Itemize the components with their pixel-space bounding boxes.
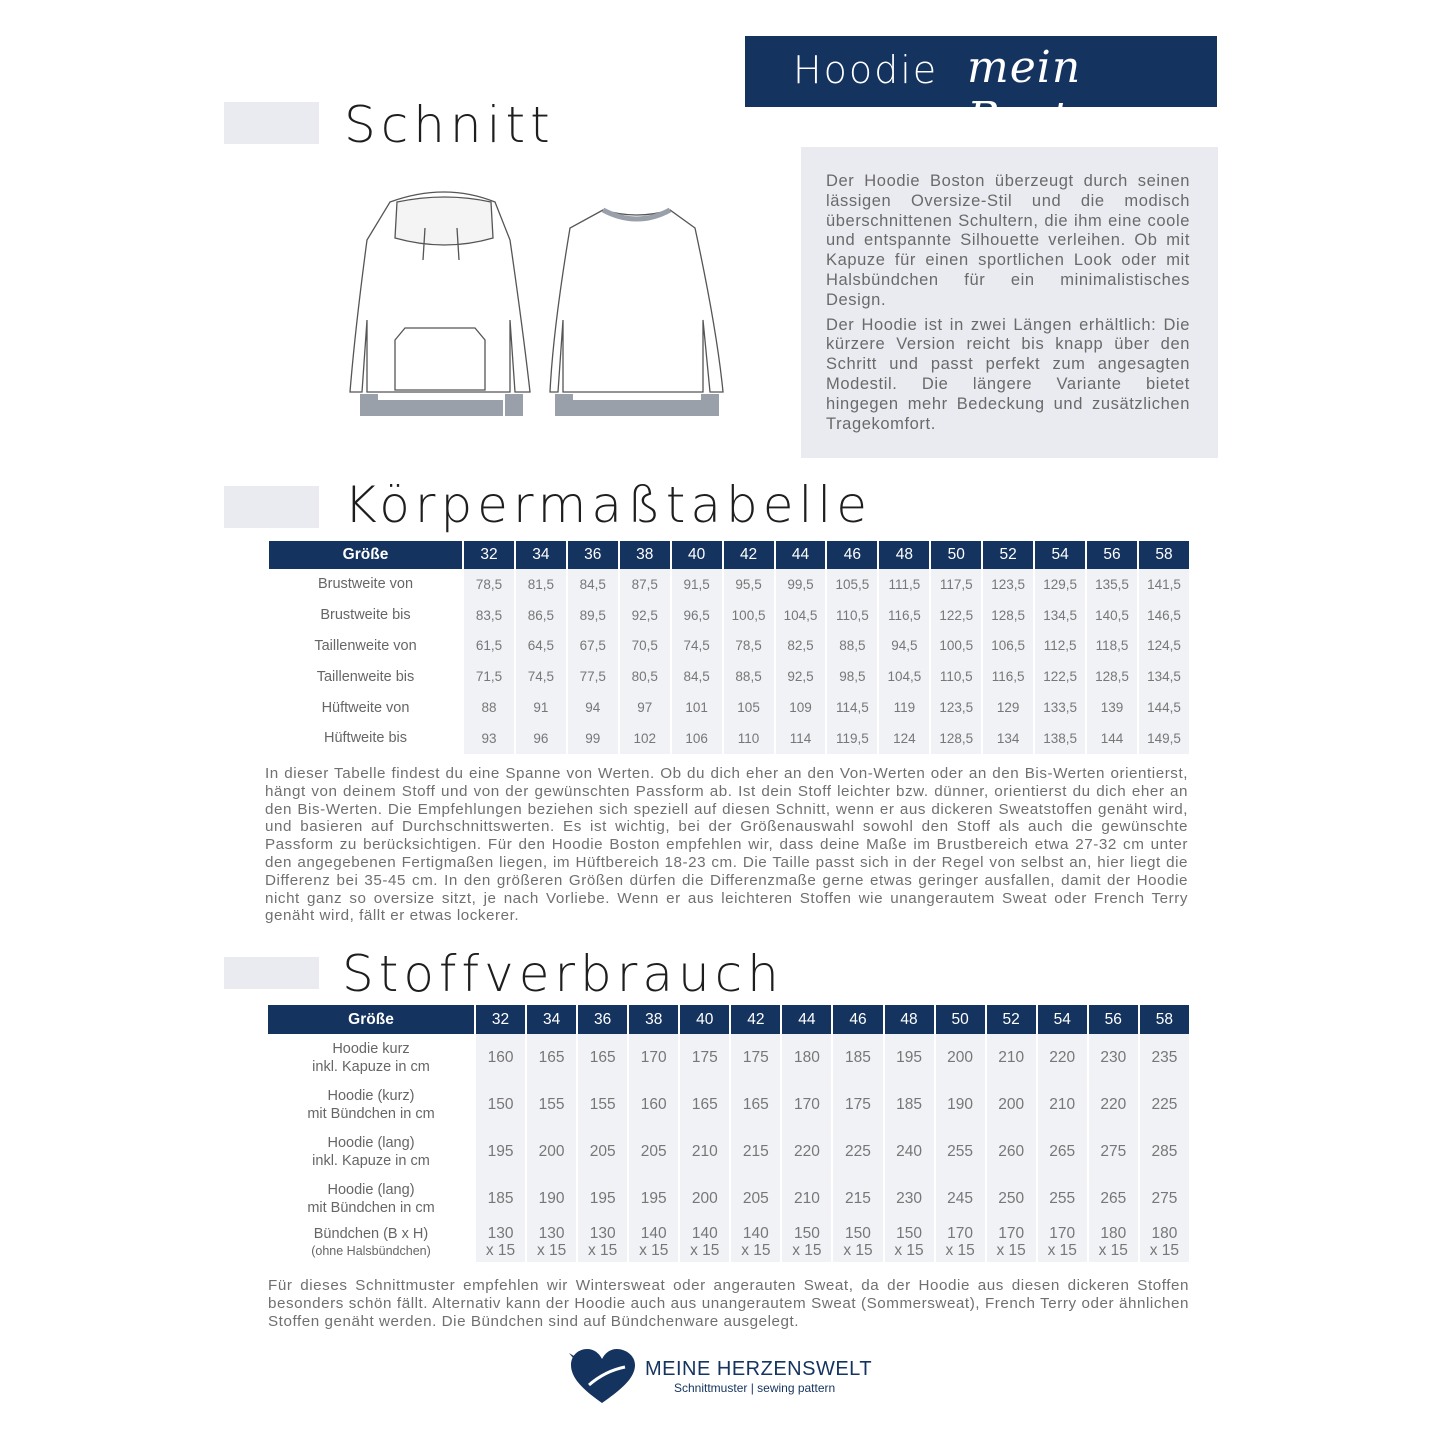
body-table-note: In dieser Tabelle findest du eine Spanne von Werten. Ob du dich eher an den Von-Werten oder an den Bis-Werten orientierst, hängt von deinem Stoff und von der gewünschten Passform ab. Ist dein Stoff leichter bzw. dünner, orientierst du dich eher an den Bis-Werten. Die Empfehlungen beziehen sich speziell auf diesen Schnitt, wenn er aus dickeren Sweatstoffen genäht wird, und basieren auf Durchschnittswerten. Es ist wichtig, bei der Größenauswahl sowohl den Stoff als auch die gewünschte Passform zu berücksichtigen. Für den Hoodie Boston empfehlen wir, dass deine Maße im Brustbereich etwa 27-32 cm unter den angegebenen Fertigmaßen liegen, im Hüftbereich 18-23 cm. Die Taille passt sich in der Regel von selbst an, hier liegt die Differenz bei 35-45 cm. In den größeren Größen dürfen die Differenzmaße gerne etwas geringer ausfallen, damit der Hoodie nicht ganz so oversize sitzt, je nach Vorliebe. Wenn er aus leichteren Stoffen wie unangerautem Sweat oder French Terry genäht wird, fällt er etwas lockerer. [265, 765, 1188, 925]
table-cell: 128,5 [1085, 661, 1137, 692]
table-cell: 155 [525, 1081, 576, 1128]
table-cell: 195 [627, 1175, 678, 1222]
table-cell: 149,5 [1137, 723, 1189, 754]
header-size: 56 [1087, 1005, 1138, 1034]
table-cell: 118,5 [1085, 631, 1137, 662]
table-cell: 170 [627, 1034, 678, 1081]
table-header-row [268, 1005, 1189, 1034]
header-size: 44 [774, 541, 826, 569]
description-paragraph-1: Der Hoodie Boston überzeugt durch seinen lässigen Oversize-Stil und die modisch überschnittenen Schultern, die ihm eine coole und entspannte Silhouette verleihen. Ob mit Kapuze für einen sportlichen Look oder mit Halsbündchen für ein minimalistisches Design. [826, 172, 1190, 309]
table-row [268, 1128, 1189, 1175]
header-size: 58 [1137, 541, 1189, 569]
table-cell: 117,5 [929, 569, 981, 600]
table-cell [1138, 1222, 1189, 1262]
table-cell: 104,5 [774, 600, 826, 631]
table-cell: 74,5 [670, 631, 722, 662]
cuff-width: 140 [640, 1225, 667, 1242]
table-cell [729, 1222, 780, 1262]
table-cell: 265 [1087, 1175, 1138, 1222]
header-size: 46 [825, 541, 877, 569]
table-cell: 150 [474, 1081, 525, 1128]
row-label-line-2: inkl. Kapuze in cm [312, 1058, 430, 1075]
table-cell: 92,5 [618, 600, 670, 631]
header-size: 36 [576, 1005, 627, 1034]
table-cell: 165 [678, 1081, 729, 1128]
row-label-line-1: Bündchen (B x H) [313, 1226, 429, 1242]
cuff-width: 130 [487, 1225, 514, 1242]
table-cell: 139 [1085, 692, 1137, 723]
table-cell: 210 [678, 1128, 729, 1175]
section-accent-bar [224, 486, 319, 528]
table-cell: 175 [831, 1081, 882, 1128]
table-cell: 170 [780, 1081, 831, 1128]
description-paragraph-2: Der Hoodie ist in zwei Längen erhältlich: Die kürzere Version reicht bis knapp über den Schritt und passt perfekt zum angesagten Modestil. Die längere Variante bietet hingegen mehr Bedeckung und zusätzlichen Tragekomfort. [826, 315, 1190, 433]
table-cell: 144 [1085, 723, 1137, 754]
table-cell: 255 [934, 1128, 985, 1175]
header-size: 50 [934, 1005, 985, 1034]
table-cell [831, 1222, 882, 1262]
table-cell: 64,5 [514, 631, 566, 662]
header-size: 48 [877, 541, 929, 569]
cuff-height: x 15 [996, 1242, 1026, 1259]
header-size: 48 [883, 1005, 934, 1034]
table-cell: 133,5 [1033, 692, 1085, 723]
row-label-line-1: Hoodie kurz [332, 1040, 410, 1057]
table-cell: 275 [1138, 1175, 1189, 1222]
brand-tagline: Schnittmuster | sewing pattern [674, 1381, 836, 1395]
table-cell: 225 [1138, 1081, 1189, 1128]
table-cell: 235 [1138, 1034, 1189, 1081]
row-label [268, 1175, 474, 1222]
table-cell: 114,5 [825, 692, 877, 723]
table-cell: 71,5 [462, 661, 514, 692]
table-cell: 175 [729, 1034, 780, 1081]
table-row [269, 692, 1189, 723]
table-cell: 195 [883, 1034, 934, 1081]
cuff-height: x 15 [945, 1242, 975, 1259]
cuff-width: 170 [947, 1225, 974, 1242]
table-cell: 210 [780, 1175, 831, 1222]
table-cell: 93 [462, 723, 514, 754]
table-cell: 140,5 [1085, 600, 1137, 631]
table-cell: 165 [729, 1081, 780, 1128]
heart-logo-icon [565, 1345, 639, 1407]
fabric-consumption-table [268, 1005, 1189, 1262]
row-label-line-2: (ohne Halsbündchen) [311, 1244, 431, 1258]
header-size: 34 [525, 1005, 576, 1034]
table-row [268, 1222, 1189, 1262]
cuff-width: 130 [589, 1225, 616, 1242]
section-accent-bar [224, 102, 319, 144]
table-cell [1036, 1222, 1087, 1262]
header-size: 34 [514, 541, 566, 569]
table-cell: 123,5 [981, 569, 1033, 600]
table-cell: 190 [525, 1175, 576, 1222]
table-cell [525, 1222, 576, 1262]
table-cell: 215 [729, 1128, 780, 1175]
table-cell: 124,5 [1137, 631, 1189, 662]
table-cell: 74,5 [514, 661, 566, 692]
table-cell: 78,5 [722, 631, 774, 662]
title-banner [745, 36, 1217, 144]
table-cell: 105,5 [825, 569, 877, 600]
table-cell: 102 [618, 723, 670, 754]
header-size: 42 [729, 1005, 780, 1034]
row-label: Taillenweite von [314, 637, 417, 654]
row-label-line-1: Hoodie (lang) [327, 1181, 415, 1198]
table-cell: 165 [525, 1034, 576, 1081]
table-cell: 110,5 [929, 661, 981, 692]
table-cell: 200 [985, 1081, 1036, 1128]
cuff-width: 140 [691, 1225, 718, 1242]
table-cell: 275 [1087, 1128, 1138, 1175]
row-label: Hüftweite bis [323, 730, 407, 747]
banner-script: mein Boston [967, 42, 1127, 144]
table-cell: 110 [722, 723, 774, 754]
cuff-width: 170 [1049, 1225, 1076, 1242]
table-cell: 106,5 [981, 631, 1033, 662]
table-cell: 195 [474, 1128, 525, 1175]
table-cell: 129 [981, 692, 1033, 723]
table-cell: 122,5 [929, 600, 981, 631]
table-cell: 99 [566, 723, 618, 754]
table-cell: 95,5 [722, 569, 774, 600]
header-size: 54 [1033, 541, 1085, 569]
brand-name: MEINE HERZENSWELT [645, 1358, 873, 1380]
table-cell: 205 [729, 1175, 780, 1222]
row-label-line-1: Hoodie (kurz) [327, 1087, 415, 1104]
table-cell: 250 [985, 1175, 1036, 1222]
table-cell: 70,5 [618, 631, 670, 662]
table-cell: 97 [618, 692, 670, 723]
row-label-line-2: inkl. Kapuze in cm [312, 1152, 430, 1169]
table-cell: 99,5 [774, 569, 826, 600]
table-cell: 61,5 [462, 631, 514, 662]
table-cell: 112,5 [1033, 631, 1085, 662]
row-label: Hüftweite von [321, 699, 410, 716]
table-cell: 135,5 [1085, 569, 1137, 600]
cuff-width: 130 [538, 1225, 565, 1242]
table-cell: 119,5 [825, 723, 877, 754]
table-cell [678, 1222, 729, 1262]
table-cell: 260 [985, 1128, 1036, 1175]
table-cell: 210 [985, 1034, 1036, 1081]
table-cell: 138,5 [1033, 723, 1085, 754]
hoodie-illustration [345, 180, 735, 425]
table-cell: 220 [780, 1128, 831, 1175]
header-size: 40 [670, 541, 722, 569]
cuff-width: 150 [845, 1225, 871, 1242]
cuff-height: x 15 [741, 1242, 771, 1259]
body-measurement-table [269, 541, 1189, 754]
table-cell: 134 [981, 723, 1033, 754]
table-cell: 195 [576, 1175, 627, 1222]
table-cell: 160 [627, 1081, 678, 1128]
table-cell: 185 [883, 1081, 934, 1128]
table-cell: 84,5 [670, 661, 722, 692]
cuff-width: 140 [742, 1225, 769, 1242]
table-cell: 215 [831, 1175, 882, 1222]
table-cell: 91 [514, 692, 566, 723]
header-size: 58 [1138, 1005, 1189, 1034]
table-cell: 230 [1087, 1034, 1138, 1081]
table-row [269, 723, 1189, 754]
cuff-width: 180 [1100, 1225, 1127, 1242]
cuff-height: x 15 [1149, 1242, 1180, 1259]
row-label: Brustweite bis [320, 607, 411, 624]
table-cell: 116,5 [877, 600, 929, 631]
table-cell: 128,5 [929, 723, 981, 754]
table-cell [576, 1222, 627, 1262]
table-cell: 88,5 [722, 661, 774, 692]
table-cell: 122,5 [1033, 661, 1085, 692]
cuff-height: x 15 [690, 1242, 720, 1259]
table-cell: 220 [1087, 1081, 1138, 1128]
table-cell: 225 [831, 1128, 882, 1175]
table-cell: 129,5 [1033, 569, 1085, 600]
table-cell: 165 [576, 1034, 627, 1081]
row-label-line-2: mit Bündchen in cm [307, 1199, 435, 1216]
table-cell: 88 [462, 692, 514, 723]
cuff-height: x 15 [843, 1242, 873, 1259]
table-cell: 84,5 [566, 569, 618, 600]
header-size: 52 [981, 541, 1033, 569]
section-title-schnitt: Schnitt [344, 96, 555, 154]
table-cell: 67,5 [566, 631, 618, 662]
header-size: 38 [618, 541, 670, 569]
table-cell: 77,5 [566, 661, 618, 692]
row-label: Taillenweite bis [316, 668, 415, 685]
header-size: 46 [831, 1005, 882, 1034]
table-cell: 100,5 [929, 631, 981, 662]
table-row [269, 661, 1189, 692]
cuff-width: 180 [1151, 1225, 1178, 1242]
table-cell: 91,5 [670, 569, 722, 600]
header-size: 50 [929, 541, 981, 569]
table-cell: 94,5 [877, 631, 929, 662]
row-label [268, 1128, 474, 1175]
table-cell: 123,5 [929, 692, 981, 723]
table-cell [780, 1222, 831, 1262]
table-cell: 101 [670, 692, 722, 723]
table-cell: 146,5 [1137, 600, 1189, 631]
table-cell: 144,5 [1137, 692, 1189, 723]
section-accent-bar [224, 957, 319, 989]
table-row [269, 600, 1189, 631]
cuff-width: 150 [793, 1225, 820, 1242]
header-size-label: Größe [268, 1005, 474, 1034]
table-cell [627, 1222, 678, 1262]
table-cell: 81,5 [514, 569, 566, 600]
header-size: 56 [1085, 541, 1137, 569]
table-cell: 141,5 [1137, 569, 1189, 600]
table-cell: 134,5 [1137, 661, 1189, 692]
header-size-label: Größe [269, 541, 462, 569]
table-cell: 134,5 [1033, 600, 1085, 631]
table-cell: 94 [566, 692, 618, 723]
table-cell: 128,5 [981, 600, 1033, 631]
table-row [268, 1034, 1189, 1081]
header-size: 52 [985, 1005, 1036, 1034]
header-size: 42 [722, 541, 774, 569]
brand-logo [565, 1345, 885, 1407]
table-cell: 210 [1036, 1081, 1087, 1128]
banner-title: Hoodie [793, 48, 939, 92]
table-cell [1087, 1222, 1138, 1262]
table-cell: 200 [678, 1175, 729, 1222]
table-cell: 230 [883, 1175, 934, 1222]
table-cell: 98,5 [825, 661, 877, 692]
table-cell: 96,5 [670, 600, 722, 631]
table-cell: 88,5 [825, 631, 877, 662]
table-cell: 116,5 [981, 661, 1033, 692]
table-cell: 119 [877, 692, 929, 723]
table-header-row [269, 541, 1189, 569]
table-cell: 89,5 [566, 600, 618, 631]
header-size: 32 [462, 541, 514, 569]
table-cell: 245 [934, 1175, 985, 1222]
table-cell: 255 [1036, 1175, 1087, 1222]
table-cell: 285 [1138, 1128, 1189, 1175]
header-size: 36 [566, 541, 618, 569]
table-cell [474, 1222, 525, 1262]
table-row [269, 569, 1189, 600]
table-cell: 220 [1036, 1034, 1087, 1081]
table-row [268, 1175, 1189, 1222]
table-cell: 100,5 [722, 600, 774, 631]
table-cell: 155 [576, 1081, 627, 1128]
table-row [269, 631, 1189, 662]
table-cell: 160 [474, 1034, 525, 1081]
table-cell: 92,5 [774, 661, 826, 692]
table-cell: 78,5 [462, 569, 514, 600]
table-cell [985, 1222, 1036, 1262]
cuff-height: x 15 [792, 1242, 822, 1259]
description-box [801, 147, 1218, 458]
table-cell: 110,5 [825, 600, 877, 631]
section-title-stoffverbrauch: Stoffverbrauch [342, 945, 784, 1003]
header-size: 40 [678, 1005, 729, 1034]
table-cell: 185 [831, 1034, 882, 1081]
cuff-width: 170 [998, 1225, 1025, 1242]
cuff-width: 150 [896, 1225, 922, 1242]
table-cell: 105 [722, 692, 774, 723]
cuff-height: x 15 [1098, 1242, 1128, 1259]
cuff-height: x 15 [588, 1242, 618, 1259]
table-cell: 106 [670, 723, 722, 754]
cuff-height: x 15 [1047, 1242, 1077, 1259]
table-cell: 205 [576, 1128, 627, 1175]
table-cell: 185 [474, 1175, 525, 1222]
table-cell: 200 [934, 1034, 985, 1081]
table-cell: 114 [774, 723, 826, 754]
section-title-koerpermasse: Körpermaßtabelle [344, 476, 873, 534]
table-cell: 80,5 [618, 661, 670, 692]
header-size: 32 [474, 1005, 525, 1034]
table-cell: 240 [883, 1128, 934, 1175]
table-cell: 109 [774, 692, 826, 723]
row-label-line-1: Hoodie (lang) [327, 1134, 415, 1151]
row-label [268, 1222, 474, 1262]
row-label-line-2: mit Bündchen in cm [307, 1105, 435, 1122]
row-label [268, 1081, 474, 1128]
table-cell: 111,5 [877, 569, 929, 600]
cuff-height: x 15 [485, 1242, 516, 1259]
header-size: 44 [780, 1005, 831, 1034]
cuff-height: x 15 [639, 1242, 669, 1259]
table-cell: 86,5 [514, 600, 566, 631]
header-size: 54 [1036, 1005, 1087, 1034]
table-cell: 200 [525, 1128, 576, 1175]
row-label: Brustweite von [317, 576, 414, 593]
table-cell: 180 [780, 1034, 831, 1081]
row-label [268, 1034, 474, 1081]
table-cell: 190 [934, 1081, 985, 1128]
header-size: 38 [627, 1005, 678, 1034]
table-row [268, 1081, 1189, 1128]
table-cell: 265 [1036, 1128, 1087, 1175]
table-cell [883, 1222, 934, 1262]
table-cell: 82,5 [774, 631, 826, 662]
cuff-height: x 15 [536, 1242, 567, 1259]
table-cell: 104,5 [877, 661, 929, 692]
table-cell: 124 [877, 723, 929, 754]
table-cell: 175 [678, 1034, 729, 1081]
fabric-table-note: Für dieses Schnittmuster empfehlen wir Wintersweat oder angerauten Sweat, da der Hoodie aus diesen dickeren Stoffen besonders schön fällt. Alternativ kann der Hoodie auch aus unangerautem Sweat (Sommersweat), French Terry oder ähnlichen Stoffen genäht werden. Die Bündchen sind auf Bündchenware ausgelegt. [268, 1277, 1189, 1330]
table-cell: 205 [627, 1128, 678, 1175]
table-cell: 96 [514, 723, 566, 754]
cuff-height: x 15 [894, 1242, 924, 1259]
table-cell: 87,5 [618, 569, 670, 600]
table-cell: 83,5 [462, 600, 514, 631]
table-cell [934, 1222, 985, 1262]
